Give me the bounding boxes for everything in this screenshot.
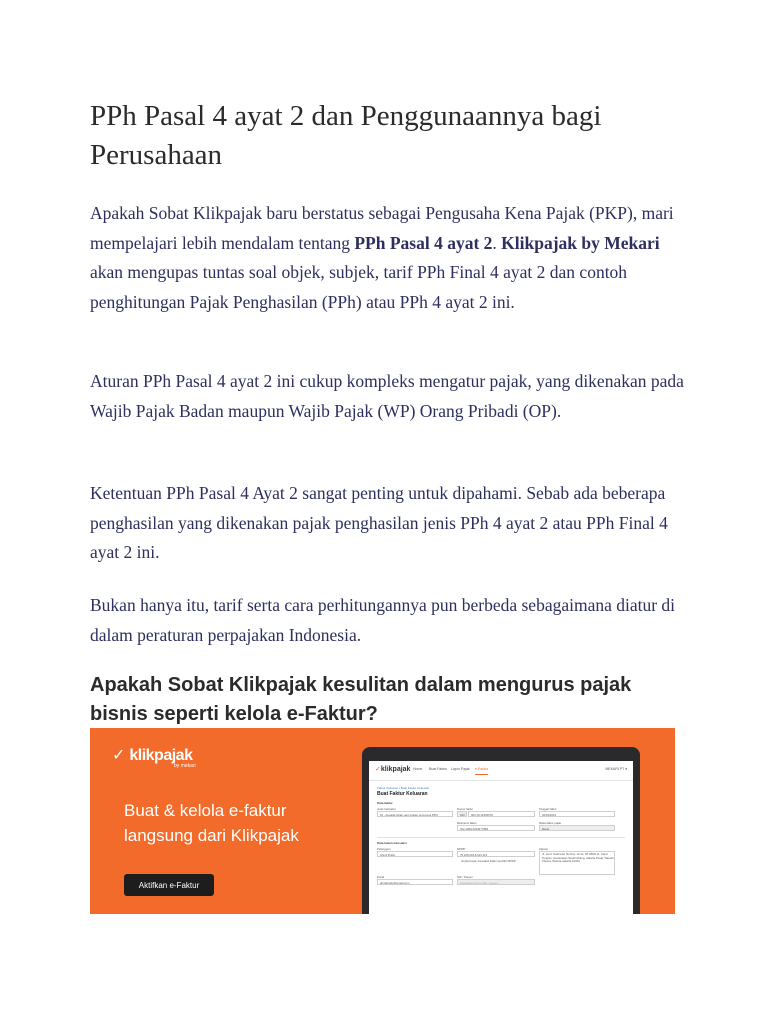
npwp-note: Isi jika kosan transaksi tidak memiliki NPWP	[461, 859, 516, 863]
input-nik: Masukkan nomor NIK / paspor	[457, 879, 535, 885]
nav-buat-faktur: Buat Faktur	[429, 767, 448, 771]
input-email: ahmilprabo@email.com	[377, 879, 453, 885]
intro-text-b: .	[492, 232, 502, 253]
input-alamat: Jl. Jend. Sudirman No.Kav. 10-11, RT.3/RW.11, Karet Tengsin, Kecamatan Tanah Abang, Jakarta Pusat, Daerah Khusus Ibukota Jakarta 10220	[539, 851, 615, 875]
logo-wordmark: klikpajak	[129, 747, 193, 764]
form-divider	[377, 837, 625, 838]
label-pelanggan: Pelanggan	[377, 847, 391, 851]
select-masa: Maret	[539, 825, 615, 831]
intro-text-a: Apakah Sobat Klikpajak baru berstatus sebagai Pengusaha Kena Pajak (PKP), mari mempelajari lebih mendalam tentang	[90, 203, 674, 253]
input-referensi: INV-1065/1234577884	[457, 825, 535, 831]
label-email: Email	[377, 875, 384, 879]
select-jenis-transaksi: 01 - Kepada pihak yang bukan pemungut PPN	[377, 811, 453, 817]
input-npwp: 75.165.003.8-021.115	[457, 851, 535, 857]
intro-text-c: akan mengupas tuntas soal objek, subjek, tarif PPh Final 4 ayat 2 dan contoh penghitungan Pajak Penghasilan (PPh) atau PPh 4 ayat 2 ini.	[90, 262, 628, 312]
paragraph-aturan: Aturan PPh Pasal 4 ayat 2 ini cukup kompleks mengatur pajak, yang dikenakan pada Wajib Pajak Badan maupun Wajib Pajak (WP) Orang Pribadi (OP).	[90, 371, 684, 421]
label-jenis-transaksi: Jenis transaksi	[377, 807, 396, 811]
input-tanggal-faktur: 02/03/2019	[539, 811, 615, 817]
promo-subheading: Apakah Sobat Klikpajak kesulitan dalam mengurus pajak bisnis seperti kelola e-Faktur?	[90, 674, 632, 725]
section-lawan-transaksi: Data lawan transaksi	[377, 841, 407, 845]
nav-efaktur: e-Faktur	[475, 767, 488, 775]
input-pelanggan: Ahmil Prabo	[377, 851, 453, 857]
intro-bold-pph: PPh Pasal 4 ayat 2	[354, 232, 493, 253]
klikpajak-logo	[112, 745, 196, 769]
app-screenshot	[369, 761, 633, 914]
laptop-mockup	[362, 747, 640, 914]
intro-paragraph	[90, 199, 690, 317]
label-masa: Masa faktur pajak	[539, 821, 562, 825]
app-user-menu: MEKARI PT ▾	[605, 767, 627, 771]
nav-home: Home	[413, 767, 423, 771]
nomor-faktur-prefix: 010	[457, 811, 467, 817]
section-data-faktur: Data faktur	[377, 801, 393, 805]
label-npwp: NPWP	[457, 847, 466, 851]
label-referensi: Referensi faktur	[457, 821, 477, 825]
banner-headline: Buat & kelola e-faktur langsung dari Klikpajak	[124, 801, 299, 845]
intro-bold-klikpajak: Klikpajak by Mekari	[501, 232, 660, 253]
breadcrumb: Faktur Keluaran / Buat Faktur Keluaran	[377, 786, 430, 790]
logo-checkmark-icon: ✓	[112, 747, 125, 764]
label-alamat: Alamat	[539, 847, 548, 851]
page-title: PPh Pasal 4 ayat 2 dan Penggunaannya bagi Perusahaan	[90, 100, 602, 171]
app-navbar	[369, 761, 633, 781]
promo-banner[interactable]	[90, 728, 675, 914]
activate-efaktur-button[interactable]: Aktifkan e-Faktur	[124, 874, 214, 896]
label-tanggal-faktur: Tanggal faktur	[539, 807, 557, 811]
label-nik: NIK / Paspor	[457, 875, 473, 879]
input-nomor-faktur: 000.19.12345678	[468, 811, 535, 817]
paragraph-tarif: Bukan hanya itu, tarif serta cara perhitungannya pun berbeda sebagaimana diatur di dalam peraturan perpajakan Indonesia.	[90, 595, 676, 645]
app-logo: ✓klikpajak	[375, 766, 411, 773]
form-title: Buat Faktur Keluaran	[377, 791, 428, 797]
logo-sub: by mekari	[174, 763, 196, 769]
label-nomor-faktur: Nomor faktur	[457, 807, 474, 811]
nav-lapor-pajak: Lapor Pajak	[451, 767, 470, 771]
paragraph-ketentuan: Ketentuan PPh Pasal 4 Ayat 2 sangat penting untuk dipahami. Sebab ada beberapa penghasilan yang dikenakan pajak penghasilan jenis PPh 4 ayat 2 atau PPh Final 4 ayat 2 ini.	[90, 483, 668, 562]
